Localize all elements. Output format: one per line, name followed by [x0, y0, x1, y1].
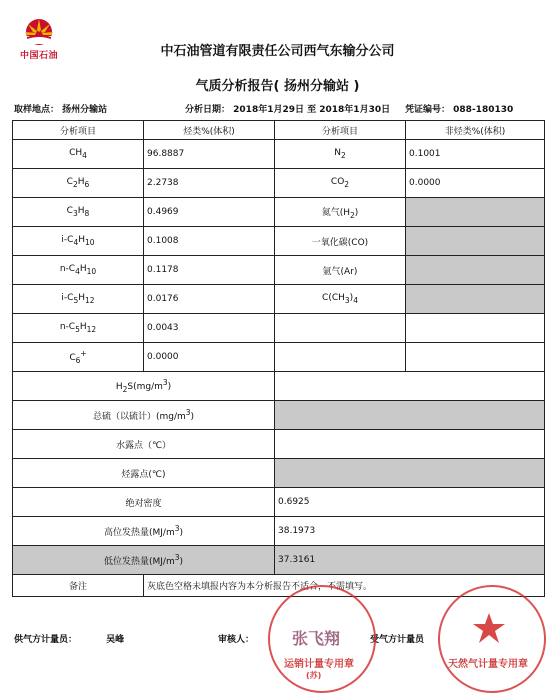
value-n-c5h12: 0.0043 [144, 314, 275, 343]
value-co2: 0.0000 [406, 169, 545, 198]
value-c3h8: 0.4969 [144, 198, 275, 227]
header-hydrocarbon: 烃类%(体积) [144, 121, 275, 140]
table-row [13, 546, 545, 575]
table-row [13, 169, 545, 198]
empty-cell [275, 314, 406, 343]
table-row [13, 488, 545, 517]
component-c6-plus: $C_6^+$ [13, 343, 144, 372]
property-higher-heating-value: 高位发热量$(MJ/m^3)$ [13, 517, 275, 546]
value-higher-heating-value: 38.1973 [275, 517, 545, 546]
left-stamp-text: 运销计量专用章 [284, 659, 354, 670]
component-n-c4h10: $n-C_4H_{10}$ [13, 256, 144, 285]
table-row [13, 459, 545, 488]
header-item-2: 分析项目 [275, 121, 406, 140]
empty-cell [406, 314, 545, 343]
voucher-label: 凭证编号： [405, 105, 451, 115]
value-h2s [275, 372, 545, 401]
sampling-site-value: 扬州分输站 [62, 105, 108, 115]
component-helium: 氦气$(H_2)$ [275, 198, 406, 227]
header-non-hydrocarbon: 非烃类%(体积) [406, 121, 545, 140]
table-row [13, 256, 545, 285]
component-n-c5h12: $n-C_5H_{12}$ [13, 314, 144, 343]
supplier-label: 供气方计量员： [14, 635, 78, 645]
component-i-c5h12: $i-C_5H_{12}$ [13, 285, 144, 314]
property-total-sulfur: 总硫（以硫计）$(mg/m^3)$ [13, 401, 275, 430]
value-helium [406, 198, 545, 227]
property-water-dew-point: 水露点（℃） [13, 430, 275, 459]
component-i-c4h10: $i-C_4H_{10}$ [13, 227, 144, 256]
voucher-number [405, 102, 513, 115]
value-lower-heating-value: 37.3161 [275, 546, 545, 575]
analysis-date-value: 2018年1月29日 至 2018年1月30日 [233, 105, 391, 115]
table-row [13, 372, 545, 401]
value-i-c5h12: 0.0176 [144, 285, 275, 314]
table-row [13, 140, 545, 169]
component-c2h6: $C_2H_6$ [13, 169, 144, 198]
logo-text: 中国石油 [19, 51, 58, 61]
empty-cell [275, 343, 406, 372]
property-lower-heating-value: 低位发热量$(MJ/m^3)$ [13, 546, 275, 575]
remark-text: 灰底色空格未填报内容为本分析报告不适合，不需填写。 [144, 575, 545, 597]
component-co2: $CO_2$ [275, 169, 406, 198]
header-item: 分析项目 [13, 121, 144, 140]
property-h2s: $H_2S(mg/m^3)$ [13, 372, 275, 401]
report-title: 气质分析报告( 扬州分输站 ) [195, 79, 360, 94]
component-co: 一氧化碳(CO) [275, 227, 406, 256]
component-c3h8: $C_3H_8$ [13, 198, 144, 227]
analysis-date-label: 分析日期： [185, 105, 231, 115]
value-n-c4h10: 0.1178 [144, 256, 275, 285]
component-n2: $N_2$ [275, 140, 406, 169]
value-hc-dew-point [275, 459, 545, 488]
table-row [13, 401, 545, 430]
value-total-sulfur [275, 401, 545, 430]
supplier-value: 吴峰 [106, 635, 125, 645]
value-water-dew-point [275, 430, 545, 459]
component-argon: 氩气(Ar) [275, 256, 406, 285]
right-stamp-text: 天然气计量专用章 [448, 659, 528, 670]
table-row [13, 227, 545, 256]
table-row [13, 430, 545, 459]
component-neopentane: $C(CH_3)_4$ [275, 285, 406, 314]
remark-label: 备注 [13, 575, 144, 597]
table-row [13, 198, 545, 227]
component-ch4: $CH_4$ [13, 140, 144, 169]
table-row [13, 285, 545, 314]
table-header-row [13, 121, 545, 140]
company-name: 中石油管道有限责任公司西气东输分公司 [160, 44, 395, 59]
property-absolute-density: 绝对密度 [13, 488, 275, 517]
table-row [13, 343, 545, 372]
voucher-value: 088-180130 [453, 105, 514, 115]
value-absolute-density: 0.6925 [275, 488, 545, 517]
table-row [13, 314, 545, 343]
property-hc-dew-point: 烃露点(℃) [13, 459, 275, 488]
star-icon [472, 612, 506, 644]
value-i-c4h10: 0.1008 [144, 227, 275, 256]
analysis-date [185, 102, 390, 115]
reviewer-signature: 张飞翔 [292, 629, 341, 648]
supplier-meter-operator [14, 632, 124, 645]
left-stamp-subtext: (苏) [306, 671, 322, 680]
value-ch4: 96.8887 [144, 140, 275, 169]
reviewer-label: 审核人： [218, 635, 255, 645]
value-c6-plus: 0.0000 [144, 343, 275, 372]
value-co [406, 227, 545, 256]
table-row [13, 517, 545, 546]
empty-cell [406, 343, 545, 372]
value-argon [406, 256, 545, 285]
value-neopentane [406, 285, 545, 314]
value-n2: 0.1001 [406, 140, 545, 169]
analysis-table [12, 120, 545, 597]
value-c2h6: 2.2738 [144, 169, 275, 198]
sampling-site-label: 取样地点： [14, 105, 60, 115]
receiver-label: 受气方计量员 [370, 635, 425, 645]
sampling-site [14, 102, 107, 115]
